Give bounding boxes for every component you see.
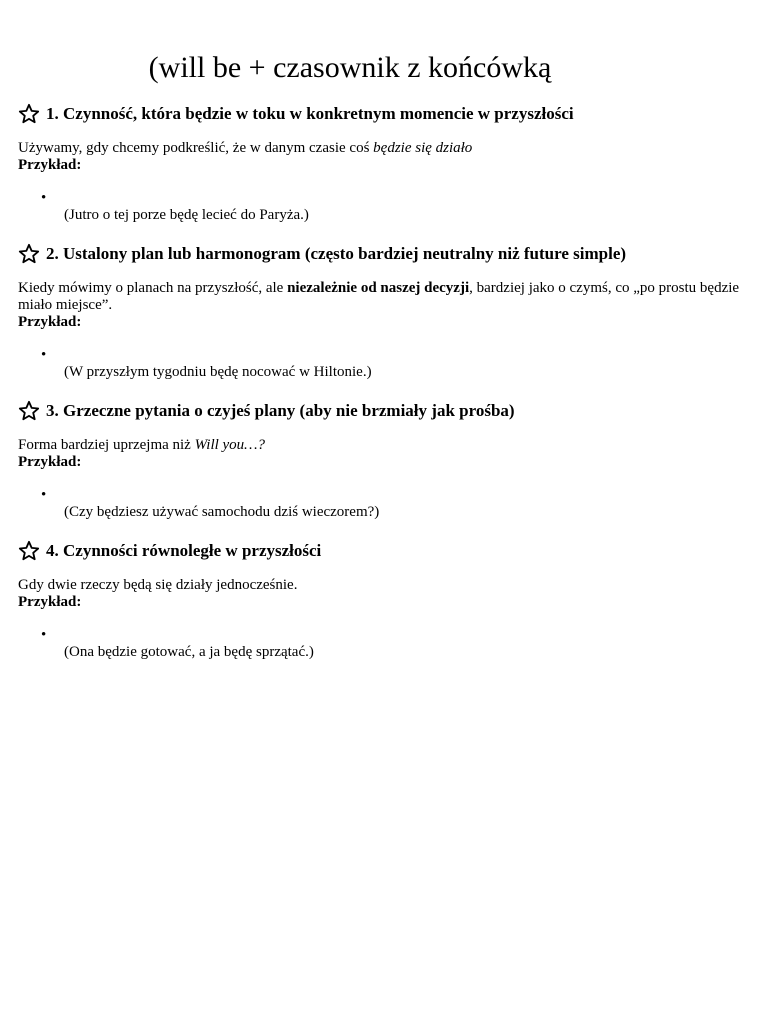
description-text: Gdy dwie rzeczy będą się działy jednocześnie. bbox=[18, 577, 298, 593]
section-3 bbox=[18, 399, 758, 521]
section-heading bbox=[18, 539, 758, 563]
example-label: Przykład: bbox=[18, 157, 82, 173]
description-emphasis: będzie się działo bbox=[373, 140, 473, 156]
bullet-marker: • bbox=[41, 627, 47, 643]
star-icon bbox=[18, 243, 40, 265]
section-description bbox=[18, 437, 758, 454]
section-description bbox=[18, 140, 758, 157]
example-sentence: (Czy będziesz używać samochodu dziś wieczorem?) bbox=[64, 504, 380, 520]
page-title: (will be + czasownik z końcówką bbox=[148, 51, 552, 84]
example-label: Przykład: bbox=[18, 454, 82, 470]
section-heading-text: 1. Czynność, która będzie w toku w konkretnym momencie w przyszłości bbox=[46, 104, 574, 123]
bullet-marker: • bbox=[41, 347, 47, 363]
description-emphasis: niezależnie od naszej decyzji bbox=[287, 280, 470, 296]
example-label: Przykład: bbox=[18, 594, 82, 610]
list-item bbox=[18, 627, 758, 644]
section-heading bbox=[18, 242, 758, 266]
section-2 bbox=[18, 242, 758, 381]
list-item bbox=[18, 190, 758, 207]
example-sentence: (Ona będzie gotować, a ja będę sprzątać.) bbox=[64, 644, 314, 660]
example-sentence: (Jutro o tej porze będę lecieć do Paryża.) bbox=[64, 207, 309, 223]
section-description bbox=[18, 280, 758, 314]
star-icon bbox=[18, 103, 40, 125]
section-4 bbox=[18, 539, 758, 661]
section-heading bbox=[18, 102, 758, 126]
section-description bbox=[18, 577, 758, 594]
list-item bbox=[18, 487, 758, 504]
section-heading bbox=[18, 399, 758, 423]
section-heading-text: 3. Grzeczne pytania o czyjeś plany (aby nie brzmiały jak prośba) bbox=[46, 401, 515, 420]
description-text: Forma bardziej uprzejma niż bbox=[18, 437, 195, 453]
example-label: Przykład: bbox=[18, 314, 82, 330]
star-icon bbox=[18, 400, 40, 422]
bullet-marker: • bbox=[41, 487, 47, 503]
section-heading-text: 4. Czynności równoległe w przyszłości bbox=[46, 541, 322, 560]
section-heading-text: 2. Ustalony plan lub harmonogram (często bardziej neutralny niż future simple) bbox=[46, 244, 627, 263]
description-text-tail: , bardziej jako o czymś, co „po prostu będzie miało miejsce”. bbox=[18, 280, 740, 313]
bullet-marker: • bbox=[41, 190, 47, 206]
star-icon bbox=[18, 540, 40, 562]
list-item bbox=[18, 347, 758, 364]
description-text: Używamy, gdy chcemy podkreślić, że w danym czasie coś bbox=[18, 140, 374, 156]
section-1 bbox=[18, 102, 758, 224]
example-sentence: (W przyszłym tygodniu będę nocować w Hiltonie.) bbox=[64, 364, 372, 380]
description-emphasis: Will you…? bbox=[194, 437, 266, 453]
description-text: Kiedy mówimy o planach na przyszłość, ale bbox=[18, 280, 288, 296]
